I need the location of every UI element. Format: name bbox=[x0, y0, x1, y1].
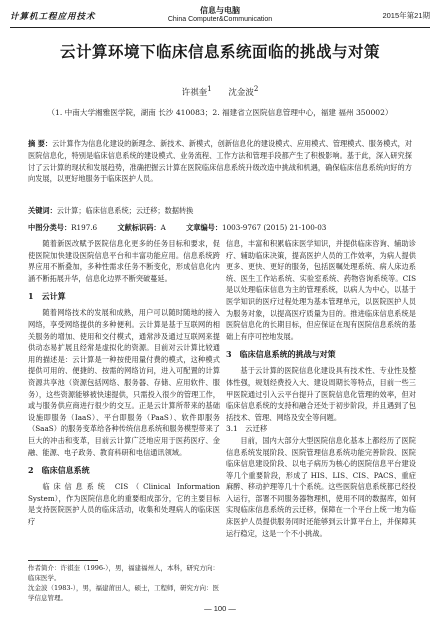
body-column-left bbox=[28, 238, 220, 527]
author-affil-mark: 2 bbox=[253, 84, 259, 93]
classification-line bbox=[28, 223, 412, 233]
doc-code-value: A bbox=[160, 223, 166, 232]
article-id-label: 文章编号： bbox=[186, 223, 223, 232]
keywords bbox=[28, 206, 412, 216]
magazine-name-cn: 信息与电脑 bbox=[200, 5, 240, 15]
clc-label: 中图分类号： bbox=[28, 223, 72, 232]
paragraph: 临床信息系统 CIS（Clinical Information System），作为医院信息化的重要组成部分，它的主要目标是支持医院医护人员的临床活动，收集和处理病人的临床医疗 bbox=[28, 482, 220, 526]
page-number: — 100 — bbox=[204, 604, 236, 613]
keywords-text: 云计算；临床信息系统；云迁移；数据转换 bbox=[56, 206, 194, 215]
abstract-text: 云计算作为信息化建设的新理念、新技术、新模式，创新信息化的建设模式、应用模式、管理模式、服务模式，对医院信息化，特别是临床信息系统的建设模式、业务流程、工作方法和管理手段都产生了积极影响。基于此，深入研究探讨了云计算的现状和发展趋势，准确把握云计算在医院临床信息系统升级改造中挑战和机遇，确保临床信息系统向好的方向发展，以更好地服务于临床医护人员。 bbox=[28, 139, 412, 184]
paragraph: 目前，国内大部分大型医院信息化基本上都经历了医院信息系统发展阶段、医院管理信息系统功能完善阶段、医院临床信息建设阶段、以电子病历为核心的医院信息平台建设等几个重要阶段，形成了 HIS、LIS、CIS、PACS、重症麻醉、移动护理等几十个系统。这些医院信息系统都已经投入运行，部署不同服务器物理机，使用不同的数据库，如何实现临床信息系统的云迁移，保障在一个平台上统一地为临床医护人员提供服务同时还能够到云计算平台上，并保障其运行稳定，这是一个不小挑战。 bbox=[226, 435, 416, 538]
issue-number: 2015年第21期 bbox=[382, 11, 430, 20]
keywords-label: 关键词： bbox=[28, 206, 57, 215]
magazine-masthead bbox=[10, 6, 430, 24]
article-id-value: 1003-9767 (2015) 21-100-03 bbox=[222, 223, 327, 232]
paragraph: 随着网络技术的发展和成熟，用户可以随时随地的接入网络，享受网络提供的多种便利。云计算是基于互联网的相关服务的增加、使用和交付模式，通常涉及通过互联网来提供动态易扩展且经常是虚拟化的资源。目前对云计算比较通用的描述是：云计算是一种按使用量付费的模式，这种模式提供可用的、便捷的、按需的网络访问，进入可配置的计算资源共享池（资源包括网络、服务器、存储、应用软件、服务），这些资源能够被快速提供，只需投入很少的管理工作，或与服务供应商进行很少的交互。正是云计算所带来的基础设施即服务（IaaS）、平台即服务（PaaS）、软件即服务（SaaS）的服务变革给各种传统信息系统和服务模型带来了巨大的冲击和变革，目前云计算广泛地应用于医药医疗、金融、能源、电子政务、教育科研和电信通讯领域。 bbox=[28, 308, 220, 457]
affiliation: （1. 中南大学湘雅医学院，湖南 长沙 410083；2. 福建省立医院信息管理中心，福建 福州 350002） bbox=[47, 108, 393, 117]
author-line bbox=[0, 84, 440, 98]
footnote-line: 作者简介：许祺奎（1996-），男，福建福州人，本科，研究方向：临床医学。 bbox=[28, 564, 219, 582]
header-divider bbox=[10, 27, 430, 28]
abstract bbox=[28, 138, 412, 185]
author-affil-mark: 1 bbox=[207, 84, 212, 93]
magazine-name-en: China Computer&Communication bbox=[167, 16, 273, 23]
author-name: 沈金波 bbox=[228, 87, 254, 98]
doc-code-label: 文献标识码： bbox=[117, 223, 161, 232]
footnote-line: 沈金波（1983-），男，福建莆田人，硕士，工程师，研究方向：医学信息管理。 bbox=[28, 584, 219, 602]
section-heading: 1 云计算 bbox=[28, 291, 66, 302]
clc-value: R197.6 bbox=[71, 223, 98, 232]
subsection-heading: 3.1 云迁移 bbox=[226, 424, 268, 434]
paragraph: 随着新医改赋予医院信息化更多的任务目标和要求，促使医院加快建设医院信息平台和丰富功能应用。信息系统跨界应用不断叠加，多种性需求任务不断变化，形成信息化内涵不断拓展升华，信息化边界不断突破蔓延。 bbox=[28, 239, 220, 283]
footnote-divider bbox=[28, 560, 98, 561]
section-heading: 2 临床信息系统 bbox=[28, 465, 90, 476]
article-title: 云计算环境下临床信息系统面临的挑战与对策 bbox=[59, 42, 380, 61]
abstract-label: 摘 要： bbox=[28, 139, 53, 148]
author-footnote bbox=[28, 560, 220, 603]
section-heading: 3 临床信息系统的挑战与对策 bbox=[226, 349, 336, 360]
running-header bbox=[10, 6, 430, 26]
author-name: 许祺奎 bbox=[181, 87, 208, 98]
body-column-right bbox=[226, 238, 416, 539]
paragraph: 信息，丰富和积累临床医学知识，并提供临床咨询、辅助诊疗、辅助临床决策，提高医护人员的工作效率，为病人提供更多、更快、更好的服务，包括医嘱处理系统、病人床边系统、医生工作站系统、实验室系统、药物咨询系统等。CIS 是以处理临床信息为主的管理系统，以病人为中心，以基于医学知识的医疗过程处理为基本管理单元，以医院医护人员为服务对象，以提高医疗质量为目的。推进临床信息系统是医院信息化的长期目标，但应保证在现有医院信息系统的基础上有序可控地发展。 bbox=[226, 239, 416, 341]
journal-section-name: 计算机工程应用技术 bbox=[10, 12, 96, 22]
paragraph: 基于云计算的医院信息化建设具有技术性、专业性及整体性强，规划经费投入大、建设周期长等特点，目前一些三甲医院通过引入云平台提升了医院信息化管理的效率，但对临床信息系统的支持和融合还处于初步阶段，并且遇到了包括技术、管理、网络及安全等问题。 bbox=[226, 366, 416, 422]
